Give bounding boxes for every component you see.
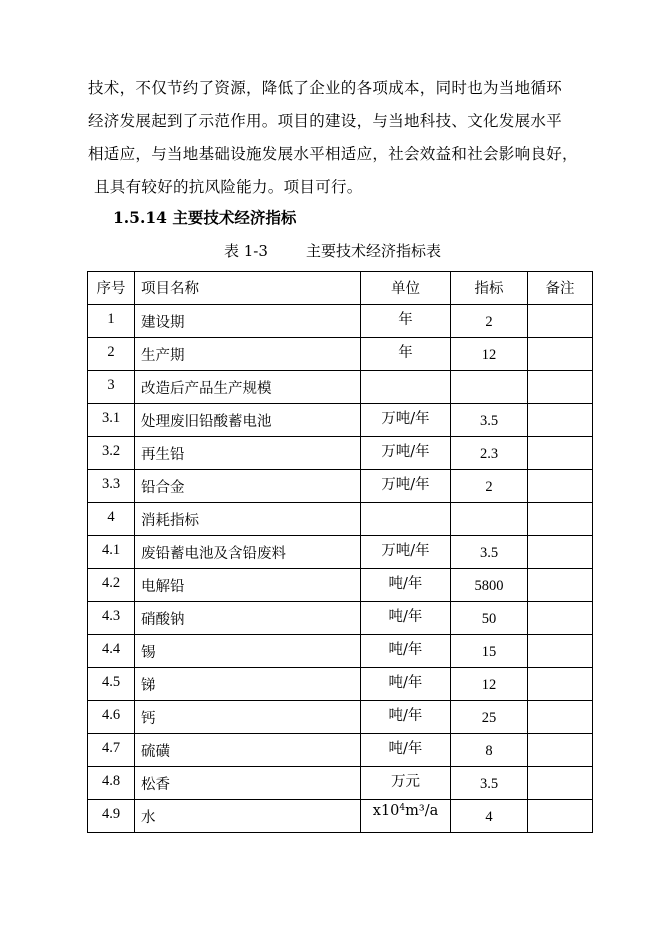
cell-remark: [528, 734, 593, 767]
cell-value: 3.5: [451, 404, 528, 437]
cell-no: 4.8: [88, 767, 135, 800]
cell-no: 4.4: [88, 635, 135, 668]
cell-unit: 万吨/年: [361, 437, 451, 470]
cell-no: 1: [88, 305, 135, 338]
cell-no: 4.2: [88, 569, 135, 602]
cell-remark: [528, 470, 593, 503]
table-row: [88, 635, 593, 668]
cell-name: 消耗指标: [135, 503, 361, 536]
cell-no: 3.3: [88, 470, 135, 503]
cell-value: 5800: [451, 569, 528, 602]
cell-value: 2.3: [451, 437, 528, 470]
cell-remark: [528, 635, 593, 668]
paragraph-line: 相适应，与当地基础设施发展水平相适应，社会效益和社会影响良好，: [88, 145, 578, 163]
cell-name: 钙: [135, 701, 361, 734]
cell-remark: [528, 371, 593, 404]
cell-name: 电解铅: [135, 569, 361, 602]
cell-value: 12: [451, 338, 528, 371]
cell-remark: [528, 437, 593, 470]
cell-name: 锑: [135, 668, 361, 701]
cell-value: [451, 503, 528, 536]
cell-unit: 万吨/年: [361, 536, 451, 569]
cell-remark: [528, 701, 593, 734]
cell-unit: [361, 503, 451, 536]
cell-remark: [528, 536, 593, 569]
unit-prefix: x10: [372, 803, 400, 819]
table-row: [88, 569, 593, 602]
table-row: [88, 470, 593, 503]
cell-remark: [528, 767, 593, 800]
paragraph-line: 经济发展起到了示范作用。项目的建设，与当地科技、文化发展水平: [88, 112, 563, 130]
cell-remark: [528, 305, 593, 338]
cell-unit: 年: [361, 305, 451, 338]
cell-name: 废铅蓄电池及含铅废料: [135, 536, 361, 569]
table-row: [88, 767, 593, 800]
table-row: [88, 536, 593, 569]
cell-unit: 吨/年: [361, 734, 451, 767]
cell-no: 4.3: [88, 602, 135, 635]
cell-value: 8: [451, 734, 528, 767]
cell-unit: 吨/年: [361, 569, 451, 602]
cell-name: 处理废旧铅酸蓄电池: [135, 404, 361, 437]
cell-remark: [528, 800, 593, 833]
cell-unit: 年: [361, 338, 451, 371]
cell-unit: 万吨/年: [361, 470, 451, 503]
table-caption-title: 主要技术经济指标表: [305, 242, 441, 260]
cell-unit: 吨/年: [361, 602, 451, 635]
cell-name: 铅合金: [135, 470, 361, 503]
paragraph-line: 技术，不仅节约了资源，降低了企业的各项成本，同时也为当地循环: [88, 79, 563, 97]
cell-remark: [528, 569, 593, 602]
table-caption-label: 表 1-3: [224, 242, 268, 260]
cell-name: 硝酸钠: [135, 602, 361, 635]
section-heading: 1.5.14 主要技术经济指标: [113, 208, 297, 227]
unit-suffix: m³/a: [405, 803, 439, 819]
cell-value: 2: [451, 470, 528, 503]
body-paragraph: [88, 72, 598, 204]
cell-no: 4.1: [88, 536, 135, 569]
table-row: [88, 701, 593, 734]
cell-no: 4.5: [88, 668, 135, 701]
table-row: [88, 371, 593, 404]
table-caption: [224, 240, 441, 261]
cell-value: 25: [451, 701, 528, 734]
cell-value: 12: [451, 668, 528, 701]
cell-value: 15: [451, 635, 528, 668]
cell-no: 4.7: [88, 734, 135, 767]
cell-value: 3.5: [451, 767, 528, 800]
header-remark: 备注: [528, 272, 593, 305]
paragraph-line: 且具有较好的抗风险能力。项目可行。: [94, 178, 363, 196]
cell-unit: 万吨/年: [361, 404, 451, 437]
cell-unit: 万元: [361, 767, 451, 800]
table-header-row: [88, 272, 593, 305]
cell-value: 2: [451, 305, 528, 338]
cell-unit: 吨/年: [361, 635, 451, 668]
cell-no: 3.2: [88, 437, 135, 470]
cell-remark: [528, 602, 593, 635]
cell-no: 4.9: [88, 800, 135, 833]
table-row: [88, 503, 593, 536]
cell-name: 生产期: [135, 338, 361, 371]
cell-unit: 吨/年: [361, 668, 451, 701]
cell-value: 4: [451, 800, 528, 833]
table-row: [88, 602, 593, 635]
cell-value: 50: [451, 602, 528, 635]
header-unit: 单位: [361, 272, 451, 305]
cell-no: 3: [88, 371, 135, 404]
cell-name: 改造后产品生产规模: [135, 371, 361, 404]
table-row: [88, 734, 593, 767]
cell-name: 水: [135, 800, 361, 833]
table-row: [88, 668, 593, 701]
cell-name: 硫磺: [135, 734, 361, 767]
header-name: 项目名称: [135, 272, 361, 305]
table-row: [88, 437, 593, 470]
cell-no: 2: [88, 338, 135, 371]
cell-no: 4.6: [88, 701, 135, 734]
cell-unit: [361, 371, 451, 404]
cell-name: 再生铅: [135, 437, 361, 470]
table-row: [88, 800, 593, 833]
cell-unit: [361, 800, 451, 833]
cell-value: 3.5: [451, 536, 528, 569]
cell-no: 4: [88, 503, 135, 536]
cell-remark: [528, 404, 593, 437]
indicator-table: [87, 271, 593, 833]
cell-name: 锡: [135, 635, 361, 668]
header-value: 指标: [451, 272, 528, 305]
table-row: [88, 338, 593, 371]
cell-name: 建设期: [135, 305, 361, 338]
cell-unit: 吨/年: [361, 701, 451, 734]
cell-remark: [528, 503, 593, 536]
cell-remark: [528, 668, 593, 701]
cell-no: 3.1: [88, 404, 135, 437]
table-row: [88, 305, 593, 338]
cell-value: [451, 371, 528, 404]
table-row: [88, 404, 593, 437]
header-no: 序号: [88, 272, 135, 305]
unit-exponent: 4: [399, 803, 406, 813]
cell-name: 松香: [135, 767, 361, 800]
cell-remark: [528, 338, 593, 371]
